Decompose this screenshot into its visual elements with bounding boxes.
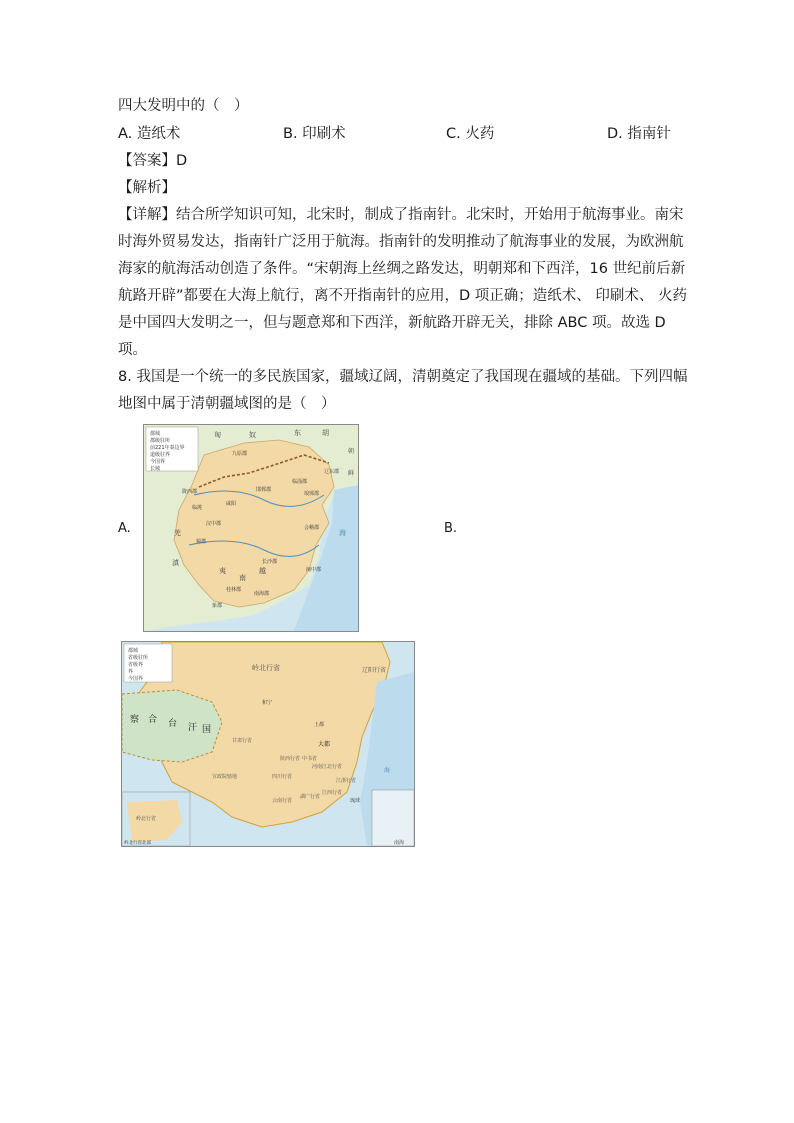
map-a-place: 蜀郡 <box>196 539 207 545</box>
map-b-place: 察 <box>130 715 140 725</box>
q7-option-b: B. 印刷术 <box>283 126 346 142</box>
map-b-place: 宣政院辖地 <box>212 774 238 780</box>
map-b-place: 陕西行省 <box>280 756 301 762</box>
map-b-legend-item: 省级界 <box>128 662 144 668</box>
map-b-place: 琉球 <box>350 798 361 804</box>
analysis-line: 航路开辟”都要在大海上航行，离不开指南针的应用，D 项正确；造纸术、 印刷术、 火药 <box>118 288 688 304</box>
map-a-place: 东 <box>294 429 301 437</box>
map-a-place: 南海郡 <box>254 591 270 597</box>
map-a-place: 夷 <box>219 567 226 575</box>
q8-stem-line: 地图中属于清朝疆域图的是（ ） <box>118 396 336 412</box>
map-b-place: 河南江北行省 <box>312 764 343 770</box>
map-b-legend-item: 都城 <box>128 648 139 654</box>
map-b-place: 岭北行省北部 <box>124 841 151 846</box>
map-a-place: 越 <box>259 567 266 575</box>
map-a-qin-territory <box>143 424 359 632</box>
map-b-label: B. <box>444 521 458 536</box>
map-b-place: 和宁 <box>262 700 273 706</box>
map-a-svg <box>144 425 358 631</box>
q8-stem-line: 8. 我国是一个统一的多民族国家，疆域辽阔，清朝奠定了我国现在疆域的基础。下列四幅 <box>118 369 688 385</box>
map-a-place: 羌 <box>174 529 181 537</box>
map-b-place: 辽阳行省 <box>362 667 387 674</box>
map-a-legend-item: 都城 <box>150 431 161 437</box>
map-b-place: 大都 <box>318 741 331 748</box>
map-a-legend-item: 郡级驻所 <box>150 438 171 444</box>
map-a-place: 九原郡 <box>232 451 248 457</box>
map-a-place: 辽东郡 <box>324 469 340 475</box>
q7-option-a: A. 造纸术 <box>118 126 181 142</box>
map-b-yuan-territory <box>121 641 415 847</box>
map-a-place: 匈 <box>214 431 221 439</box>
q7-answer: 【答案】D <box>118 153 188 169</box>
analysis-line: 项。 <box>118 342 147 358</box>
map-a-legend-item: 今国界 <box>150 459 166 465</box>
map-b-place: 云南行省 <box>272 798 293 804</box>
map-b-place: 南海 <box>394 840 405 846</box>
map-b-svg <box>122 642 414 846</box>
map-b-place: 岭北行省 <box>136 816 157 822</box>
analysis-line: 是中国四大发明之一，但与题意郑和下西洋，新航路开辟无关，排除 ABC 项。故选 D <box>118 315 666 331</box>
map-a-place: 桂林郡 <box>226 587 242 593</box>
map-a-place: 胡 <box>322 429 329 437</box>
map-a-place: 长沙郡 <box>262 559 278 565</box>
map-b-place: 江西行省 <box>322 790 343 796</box>
map-a-place: 南 <box>239 574 246 582</box>
map-b-place: 岭北行省 <box>252 664 280 672</box>
map-a-place: 临洮 <box>192 505 203 511</box>
map-a-place: 邯郸郡 <box>256 487 272 493</box>
map-a-place: 琅邪郡 <box>304 491 320 497</box>
map-a-place: 临淄郡 <box>292 479 308 485</box>
map-b-legend-item: 今国界 <box>128 676 144 682</box>
map-a-place: 鲜 <box>348 470 355 477</box>
q7-option-d: D. 指南针 <box>607 126 671 142</box>
map-b-place: 中书省 <box>302 756 318 762</box>
analysis-line: 时海外贸易发达，指南针广泛用于航海。指南针的发明推动了航海事业的发展，为欧洲航 <box>118 234 684 250</box>
map-b-place: 湖广行省 <box>300 794 321 800</box>
analysis-line: 【详解】结合所学知识可知，北宋时，制成了指南针。北宋时，开始用于航海事业。南宋 <box>118 207 684 223</box>
map-b-place: 合 <box>148 715 158 725</box>
map-b-place: 甘肃行省 <box>232 738 253 744</box>
map-b-place: 上都 <box>314 722 325 728</box>
map-b-place: 江浙行省 <box>336 778 357 784</box>
map-a-place: 滇 <box>172 559 179 567</box>
q7-analysis-label: 【解析】 <box>118 180 176 196</box>
map-a-place: 海 <box>339 529 346 537</box>
map-a-place: 汉中郡 <box>206 521 222 527</box>
map-a-legend-item: 前221年秦边界 <box>150 445 185 451</box>
map-a-place: 会稽郡 <box>304 525 320 531</box>
map-b-place: 台 <box>168 719 178 729</box>
q7-stem-tail: 四大发明中的（ ） <box>118 98 249 114</box>
map-b-legend-item: 界 <box>128 669 134 675</box>
map-b-place: 国 <box>202 725 212 735</box>
map-a-place: 陇西郡 <box>182 489 198 495</box>
map-a-place: 朝 <box>348 448 355 455</box>
map-a-place: 闽中郡 <box>306 567 322 573</box>
map-b-place: 海 <box>384 767 391 774</box>
map-b-place: 汗 <box>188 723 198 733</box>
map-a-label: A. <box>118 521 131 536</box>
map-a-place: 奴 <box>249 431 256 439</box>
map-b-legend-item: 省级驻所 <box>128 655 149 661</box>
map-b-place: 四川行省 <box>272 774 293 780</box>
q7-option-c: C. 火药 <box>446 126 495 142</box>
analysis-line: 海家的航海活动创造了条件。“宋朝海上丝绸之路发达，明朝郑和下西洋，16 世纪前后新 <box>118 261 686 277</box>
map-a-legend-item: 长城 <box>150 466 161 472</box>
map-a-place: 咸阳 <box>226 501 237 507</box>
map-a-place: 象郡 <box>212 603 223 609</box>
map-a-legend-item: 道级驻界 <box>150 452 171 458</box>
